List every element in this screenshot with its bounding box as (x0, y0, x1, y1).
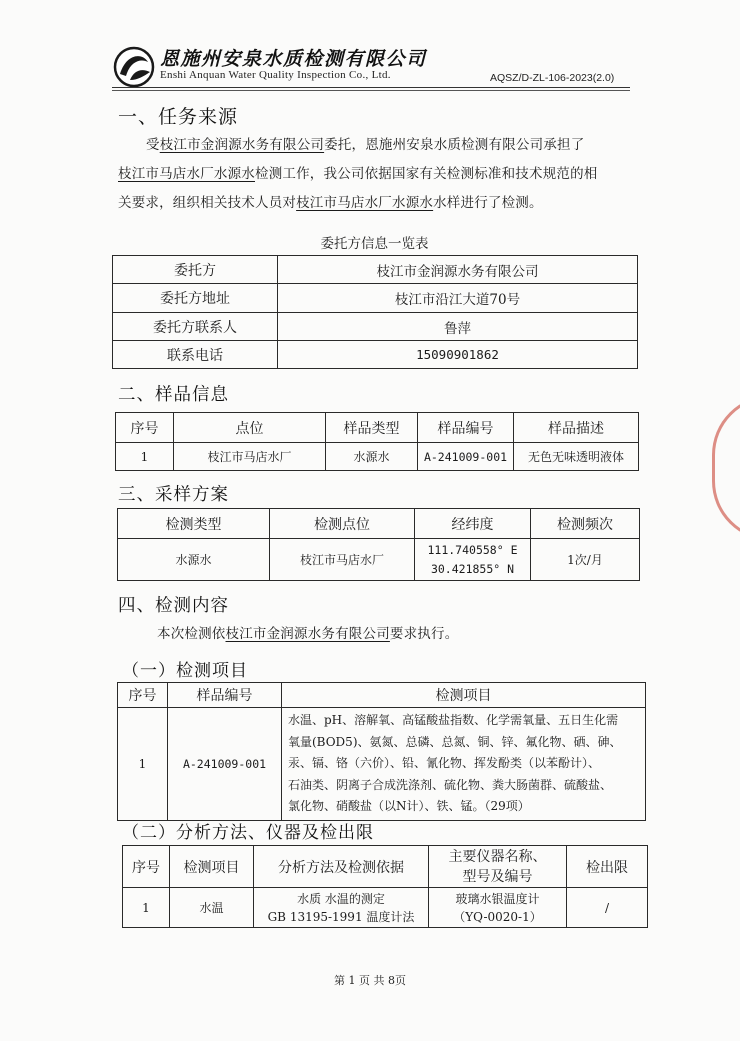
para-text: 委托，恩施州安泉水质检测有限公司承担了 (324, 137, 585, 153)
col-header-frequency: 检测频次 (531, 509, 640, 539)
cell-no: 1 (116, 443, 174, 471)
cell-sample-desc: 无色无味透明液体 (514, 443, 639, 471)
client-address-value: 枝江市沿江大道70号 (278, 284, 638, 313)
client-info-table (112, 255, 638, 369)
col-header-instrument (429, 846, 567, 888)
cell-sample-id: A-241009-001 (418, 443, 514, 471)
task-source-paragraph (118, 131, 638, 218)
table-header-row (123, 846, 648, 888)
test-items-line: 氧量(BOD5)、氨氮、总磷、总氮、铜、锌、氟化物、硒、砷、 (288, 734, 622, 749)
col-header-sample-type: 样品类型 (326, 413, 418, 443)
col-header-sample-id: 样品编号 (168, 683, 282, 708)
company-name-cn: 恩施州安泉水质检测有限公司 (160, 48, 427, 70)
cell-test-type: 水源水 (118, 539, 270, 581)
client-contact-value: 鲁萍 (278, 313, 638, 341)
instrument-id: （YQ-0020-1） (453, 909, 542, 924)
col-header-test-type: 检测类型 (118, 509, 270, 539)
client-label: 委托方 (113, 256, 278, 284)
cell-sample-id: A-241009-001 (168, 708, 282, 821)
cell-test-site: 枝江市马店水厂 (270, 539, 415, 581)
client-name-underlined: 枝江市金润源水务有限公司 (159, 137, 325, 153)
company-name-en: Enshi Anquan Water Quality Inspection Co., Ltd. (160, 69, 391, 81)
test-items-line: 石油类、阴离子合成洗涤剂、硫化物、粪大肠菌群、硫酸盐、 (288, 777, 613, 792)
table-row (116, 443, 639, 471)
section-title-task-source: 一、任务来源 (118, 106, 239, 128)
client-address-label: 委托方地址 (113, 284, 278, 313)
header-divider (112, 87, 630, 88)
col-header-test-item: 检测项目 (170, 846, 254, 888)
table-row (118, 708, 646, 821)
table-row (113, 284, 638, 313)
cell-no: 1 (118, 708, 168, 821)
col-header-test-site: 检测点位 (270, 509, 415, 539)
client-value: 枝江市金润源水务有限公司 (278, 256, 638, 284)
test-items-line: 汞、镉、铬（六价）、铅、氰化物、挥发酚类（以苯酚计）、 (288, 756, 601, 770)
col-header-coords: 经纬度 (415, 509, 531, 539)
para-text: 关要求，组织相关技术人员对 (118, 195, 297, 211)
table-row (113, 313, 638, 341)
cell-no: 1 (123, 888, 170, 928)
method-name: 水质 水温的测定 (297, 891, 385, 906)
test-items-line: 氯化物、硝酸盐（以N计）、铁、锰。（29项） (288, 799, 530, 813)
cell-method (254, 888, 429, 928)
col-header-method: 分析方法及检测依据 (254, 846, 429, 888)
plant-name-underlined: 枝江市马店水厂水源水 (118, 166, 255, 182)
methods-table (122, 845, 648, 928)
test-items-table (117, 682, 646, 821)
sample-info-table (115, 412, 639, 471)
cell-site: 枝江市马店水厂 (174, 443, 326, 471)
col-header-no: 序号 (116, 413, 174, 443)
client-contact-label: 委托方联系人 (113, 313, 278, 341)
header-line: 主要仪器名称、 (448, 848, 547, 865)
table-row (113, 256, 638, 284)
section-title-sample-info: 二、样品信息 (118, 385, 229, 405)
table-row (123, 888, 648, 928)
section-title-sampling-plan: 三、采样方案 (118, 485, 229, 505)
col-header-site: 点位 (174, 413, 326, 443)
para-text: 本次检测依 (157, 626, 226, 642)
table-row (113, 341, 638, 369)
instrument-name: 玻璃水银温度计 (455, 891, 540, 906)
cell-frequency: 1次/月 (531, 539, 640, 581)
plant-name-underlined: 枝江市马店水厂水源水 (296, 195, 434, 211)
test-content-paragraph (157, 620, 637, 649)
document-code: AQSZ/D-ZL-106-2023(2.0) (490, 72, 615, 84)
header-line: 型号及编号 (462, 868, 533, 885)
subsection-title-test-items: （一）检测项目 (122, 661, 248, 681)
cell-detection-limit: / (567, 888, 648, 928)
col-header-sample-desc: 样品描述 (514, 413, 639, 443)
col-header-detection-limit: 检出限 (567, 846, 648, 888)
official-seal-stamp (712, 395, 740, 541)
client-name-underlined: 枝江市金润源水务有限公司 (225, 626, 390, 642)
subsection-title-methods: （二）分析方法、仪器及检出限 (122, 823, 374, 843)
company-logo-icon (112, 46, 156, 88)
col-header-test-items: 检测项目 (282, 683, 646, 708)
cell-coords (415, 539, 531, 581)
col-header-sample-id: 样品编号 (418, 413, 514, 443)
client-table-caption: 委托方信息一览表 (320, 236, 429, 252)
para-text: 水样进行了检测。 (433, 195, 543, 211)
method-standard: GB 13195-1991 温度计法 (267, 909, 415, 924)
table-row (118, 539, 640, 581)
cell-test-item: 水温 (170, 888, 254, 928)
cell-test-items (282, 708, 646, 821)
client-phone-label: 联系电话 (113, 341, 278, 369)
table-header-row (116, 413, 639, 443)
para-text: 受 (146, 137, 160, 153)
col-header-no: 序号 (118, 683, 168, 708)
client-phone-value: 15090901862 (278, 341, 638, 369)
para-text: 要求执行。 (389, 626, 459, 642)
cell-sample-type: 水源水 (326, 443, 418, 471)
latitude: 30.421855° N (430, 561, 515, 576)
col-header-no: 序号 (123, 846, 170, 888)
test-items-line: 水温、pH、溶解氧、高锰酸盐指数、化学需氧量、五日生化需 (288, 713, 619, 727)
table-header-row (118, 683, 646, 708)
longitude: 111.740558° E (427, 542, 518, 557)
sampling-plan-table (117, 508, 640, 581)
page-number: 第 1 页 共 8页 (334, 974, 406, 987)
cell-instrument (429, 888, 567, 928)
table-header-row (118, 509, 640, 539)
section-title-test-content: 四、检测内容 (118, 596, 229, 616)
header-divider-thin (112, 90, 630, 91)
para-text: 检测工作，我公司依据国家有关检测标准和技术规范的相 (255, 166, 598, 182)
